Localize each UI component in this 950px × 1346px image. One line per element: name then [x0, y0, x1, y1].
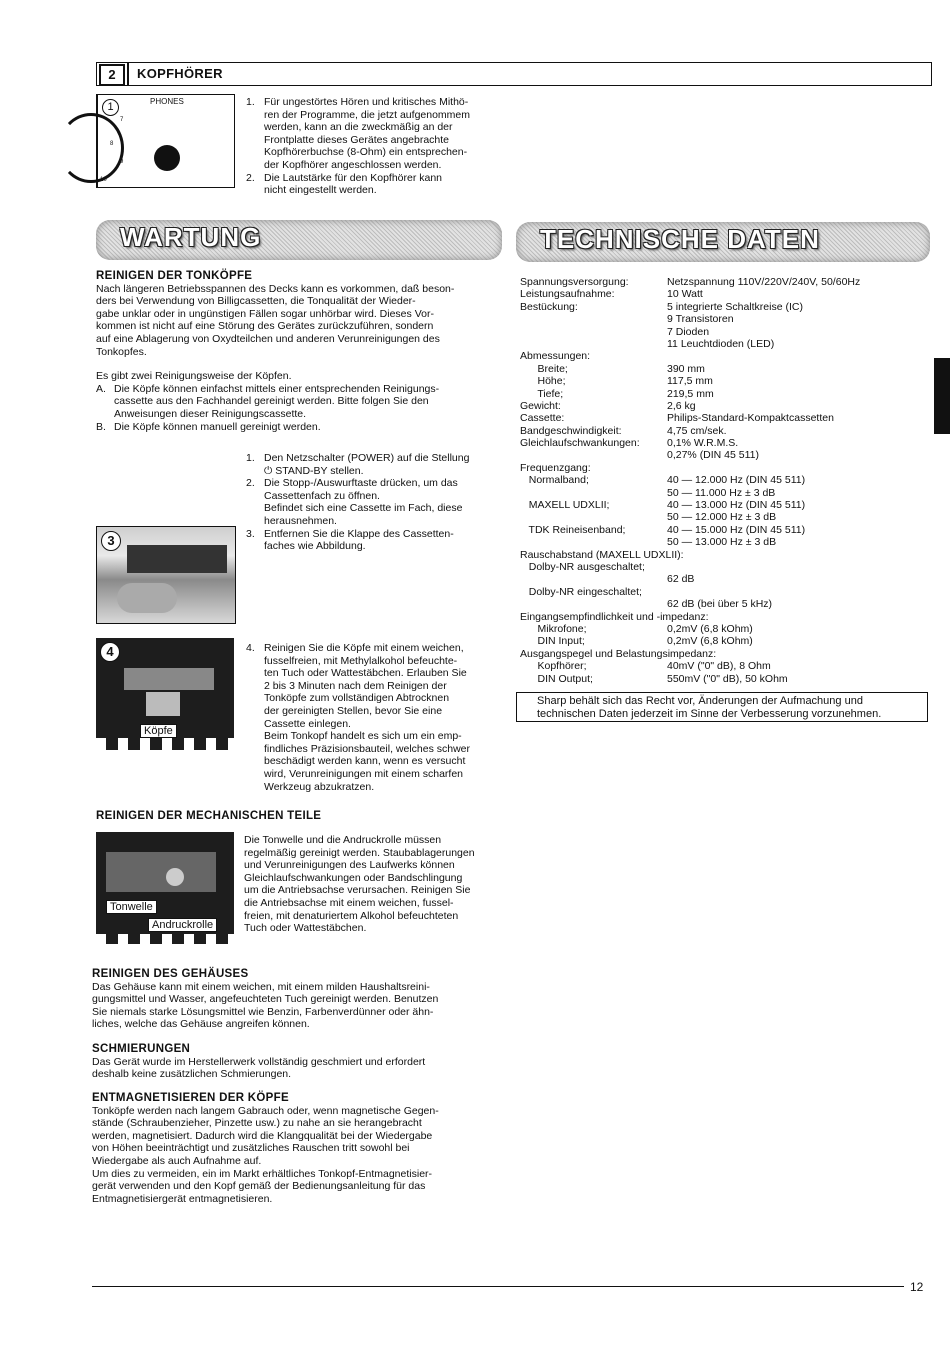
- spec-value: Netzspannung 110V/220V/240V, 50/60Hz: [667, 276, 861, 288]
- text-line: Werkzeug abzukratzen.: [264, 780, 375, 793]
- spec-value: 40 — 13.000 Hz (DIN 45 511): [667, 499, 806, 512]
- technische-daten-title: TECHNISCHE DATEN: [540, 224, 820, 254]
- text-line: findliches Präzisionsbauteil, welches schwer: [264, 742, 471, 755]
- wartung-banner: [96, 220, 502, 260]
- spec-value: 50 — 11.000 Hz ± 3 dB: [667, 486, 776, 499]
- spec-row: [520, 388, 920, 400]
- spec-key: Kopfhörer;: [520, 660, 587, 673]
- text-line: nicht eingestellt werden.: [264, 184, 377, 197]
- spec-key: Gewicht:: [520, 399, 561, 412]
- spec-value: 117,5 mm: [667, 375, 713, 388]
- text-line: Die Köpfe können manuell gereinigt werden.: [114, 420, 321, 433]
- item-number: 1.: [246, 96, 255, 108]
- film-strip: [96, 738, 234, 750]
- spec-key: Normalband;: [520, 474, 589, 487]
- item-number: A.: [96, 382, 106, 395]
- spec-row: [520, 326, 920, 338]
- spec-value: Philips-Standard-Kompaktcassetten: [667, 412, 834, 425]
- spec-key: DIN Output;: [520, 672, 593, 685]
- spec-value: 5 integrierte Schaltkreise (IC): [667, 300, 803, 313]
- spec-value: 40 — 12.000 Hz (DIN 45 511): [667, 474, 806, 487]
- item-number: 3.: [246, 527, 255, 540]
- text-line: Das Gerät wurde im Herstellerwerk vollständig geschmiert und erfordert: [92, 1055, 426, 1068]
- text-line: wird, Verunreinigungen mit einem scharfen: [264, 767, 464, 780]
- text-line: Tonköpfe werden nach langem Gabrauch oder, wenn magnetische Gegen-: [92, 1104, 439, 1117]
- spec-key: Ausgangspegel und Belastungsimpedanz:: [520, 647, 717, 660]
- spec-row: [520, 363, 920, 375]
- technische-daten-banner: [516, 222, 930, 262]
- text-line: Um dies zu vermeiden, ein im Markt erhältliches Tonkopf-Entmagnetisier-: [92, 1167, 433, 1180]
- text-line: gabe unklar oder in ungünstigen Fällen sogar unhörbar wird. Dieses Vor-: [96, 307, 434, 320]
- film-strip: [96, 934, 234, 944]
- text-line: Entfernen Sie die Klappe des Cassetten-: [264, 527, 454, 540]
- spec-value: 62 dB: [667, 573, 695, 586]
- entmagnet-heading: ENTMAGNETISIEREN DER KÖPFE: [92, 1092, 289, 1104]
- spec-row: [520, 673, 920, 685]
- phones-jack-icon: [154, 145, 180, 171]
- spec-value: 40mV ("0" dB), 8 Ohm: [667, 660, 771, 673]
- steps-list: [246, 452, 508, 553]
- wartung-title: WARTUNG: [120, 222, 262, 252]
- spec-row: [520, 573, 920, 585]
- spec-key: DIN Input;: [520, 635, 585, 648]
- dial-mark-7: 7: [120, 117, 124, 123]
- spec-row: [520, 425, 920, 437]
- text-line: werden, magnetisiert. Dadurch wird die Klangqualität bei der Wiedergabe: [92, 1129, 433, 1142]
- spec-value: 62 dB (bei über 5 kHz): [667, 598, 773, 611]
- footer-rule: [92, 1286, 904, 1287]
- spec-row: [520, 648, 920, 660]
- dial-mark-9: 9: [120, 159, 124, 165]
- item-number: 4.: [246, 642, 255, 654]
- text-line: Cassette einlegen.: [264, 717, 351, 730]
- spec-row: [520, 400, 920, 412]
- text-line: ⏻ STAND-BY stellen.: [264, 464, 364, 477]
- spec-value: 9 Transistoren: [667, 313, 734, 326]
- text-line: stände (Schraubenzieher, Pinzette usw.) zu nahe an sie herangebracht: [92, 1117, 422, 1130]
- spec-value: 4,75 cm/sek.: [667, 424, 727, 437]
- step-4-item: [246, 642, 508, 793]
- spec-value: 0,1% W.R.M.S.: [667, 437, 739, 450]
- kopfhoerer-item-1: [246, 96, 508, 172]
- text-line: Wiedergabe als auch Aufnahme auf.: [92, 1154, 262, 1167]
- schmierungen-heading: SCHMIERUNGEN: [92, 1043, 191, 1055]
- spec-value: 11 Leuchtdioden (LED): [667, 337, 775, 350]
- item-number: 2.: [246, 171, 255, 184]
- spec-key: Spannungsversorgung:: [520, 276, 629, 288]
- spec-row: [520, 301, 920, 313]
- spec-row: [520, 499, 920, 511]
- section-number: 2: [99, 64, 125, 86]
- text-line: und Verunreinigungen des Laufwerks können: [244, 859, 455, 872]
- step-4: [246, 642, 508, 793]
- spec-row: [520, 536, 920, 548]
- mechanisch-heading: REINIGEN DER MECHANISCHEN TEILE: [96, 810, 322, 822]
- spec-key: MAXELL UDXLII;: [520, 499, 610, 512]
- text-line: werden, kann an die zweckmäßig an der: [264, 121, 453, 134]
- head-assembly-shape: [124, 668, 214, 690]
- spec-key: Bandgeschwindigkeit:: [520, 424, 622, 437]
- text-line: Kopfhörerbuchse (8-Ohm) ein entsprechen-: [264, 146, 468, 159]
- text-line: um die Antriebsachse verursachen. Reinigen Sie: [244, 884, 471, 897]
- spec-value: 2,6 kg: [667, 399, 696, 412]
- text-line: Den Netzschalter (POWER) auf die Stellung: [264, 452, 470, 464]
- option-a: [96, 383, 506, 421]
- capstan-shape: [166, 868, 184, 886]
- text-line: faches wie Abbildung.: [264, 540, 366, 553]
- text-line: herausnehmen.: [264, 514, 337, 527]
- mechanism-shape: [106, 852, 216, 892]
- text-line: fusselfreien, mit Methylalkohol befeuchte-: [264, 654, 458, 667]
- spec-row: [520, 487, 920, 499]
- spec-key: Frequenzgang:: [520, 461, 591, 474]
- section-title: KOPFHÖRER: [137, 66, 223, 81]
- phones-label: PHONES: [150, 97, 184, 106]
- entmagnet-section: [92, 1092, 506, 1205]
- text-line: gungsmittel und Wasser, angefeuchteten Tuch gereinigt werden. Benutzen: [92, 993, 439, 1006]
- text-line: Beim Tonkopf handelt es sich um ein emp-: [264, 730, 462, 743]
- spec-value: 50 — 13.000 Hz ± 3 dB: [667, 536, 777, 549]
- phones-circle-number: 1: [102, 99, 119, 116]
- text-line: Cassettenfach zu öffnen.: [264, 489, 380, 502]
- spec-value: 50 — 12.000 Hz ± 3 dB: [667, 511, 777, 524]
- text-line: kommen ist nicht auf eine Störung des Gerätes zurückzuführen, sondern: [96, 320, 434, 333]
- spec-value: 550mV ("0" dB), 50 kOhm: [667, 672, 788, 685]
- section-divider: [127, 62, 129, 86]
- head-shape: [146, 692, 180, 716]
- text-line: beschädigt werden kann, wenn es versucht: [264, 755, 466, 768]
- text-line: Anweisungen dieser Reinigungscassette.: [114, 407, 307, 420]
- spec-row: [520, 288, 920, 300]
- text-line: regelmäßig gereinigt werden. Staubablagerungen: [244, 846, 475, 859]
- dial-mark-10: 10: [100, 177, 107, 183]
- text-line: der gereinigten Stellen, bevor Sie eine: [264, 704, 443, 717]
- text-line: von Höhen beeinträchtigt und zusätzliches Rauschen tritt sowohl bei: [92, 1142, 410, 1155]
- item-number: B.: [96, 420, 106, 433]
- spec-key: Abmessungen:: [520, 350, 591, 363]
- kopfhoerer-item-2: [246, 172, 508, 197]
- kopfhoerer-list: [246, 96, 508, 197]
- spec-row: [520, 598, 920, 610]
- text-line: deshalb keine zusätzlichen Schmierungen.: [92, 1068, 292, 1081]
- spec-key: Tiefe;: [520, 387, 564, 400]
- gehaeuse-heading: REINIGEN DES GEHÄUSES: [92, 968, 249, 980]
- spec-row: [520, 586, 920, 598]
- text-line: ders bei Verwendung von Billigcassetten, die Tonqualität der Wieder-: [96, 295, 416, 308]
- text-line: Befindet sich eine Cassette im Fach, diese: [264, 502, 463, 515]
- specs-table: [520, 276, 920, 685]
- photo-cassette-door: [96, 526, 236, 624]
- photo-number-4: 4: [100, 642, 120, 662]
- spec-row: [520, 313, 920, 325]
- spec-key: TDK Reineisenband;: [520, 523, 626, 536]
- spec-row: [520, 474, 920, 486]
- volume-dial: [58, 113, 124, 183]
- option-b: [96, 421, 506, 434]
- text-line: liches, welche das Gehäuse angreifen können.: [92, 1018, 310, 1031]
- reinigen-tonkoepfe-section: [96, 270, 506, 433]
- spec-row: [520, 437, 920, 449]
- spec-row: [520, 611, 920, 623]
- text-line: technischen Daten jederzeit im Sinne der Verbesserung vorzunehmen.: [537, 707, 882, 720]
- heads-label: Köpfe: [140, 724, 177, 738]
- text-line: ten Tuch oder Wattestäbchen. Erlauben Sie: [264, 667, 467, 680]
- step-1: [246, 452, 508, 477]
- text-line: Reinigen Sie die Köpfe mit einem weichen,: [264, 642, 464, 654]
- reinigen-tonkoepfe-heading: REINIGEN DER TONKÖPFE: [96, 270, 253, 282]
- spec-value: 390 mm: [667, 362, 705, 375]
- spec-key: Eingangsempfindlichkeit und -impedanz:: [520, 610, 709, 623]
- text-line: cassette aus den Fachhandel gereinigt werden. Bitte folgen Sie den: [114, 395, 429, 408]
- spec-key: Leistungsaufnahme:: [520, 288, 615, 301]
- text-line: Sharp behält sich das Recht vor, Änderungen der Aufmachung und: [537, 695, 863, 707]
- photo-number-3: 3: [101, 531, 121, 551]
- spec-key: Gleichlaufschwankungen:: [520, 437, 640, 450]
- step-2: [246, 477, 508, 527]
- text-line: Tonkopfes.: [96, 345, 147, 358]
- spec-key: Breite;: [520, 362, 568, 375]
- spec-value: 0,2mV (6,8 kOhm): [667, 622, 753, 635]
- photo-heads: [96, 638, 234, 750]
- text-line: der Kopfhörer angeschlossen werden.: [264, 158, 442, 171]
- spec-key: Bestückung:: [520, 300, 578, 313]
- spec-row: [520, 549, 920, 561]
- spec-row: [520, 350, 920, 362]
- text-line: 2 bis 3 Minuten nach dem Reinigen der: [264, 679, 447, 692]
- text-line: Sie niemals starke Lösungsmittel wie Benzin, Farbenverdünner oder ähn-: [92, 1005, 434, 1018]
- text-line: Es gibt zwei Reinigungsweise der Köpfen.: [96, 370, 292, 383]
- item-number: 1.: [246, 452, 255, 464]
- text-line: Gleichlaufschwankungen oder Bandschlingung: [244, 871, 463, 884]
- text-line: auf eine Ablagerung von Oxydteilchen und anderen Verunreinigungen des: [96, 332, 440, 345]
- spec-value: 0,27% (DIN 45 511): [667, 449, 760, 462]
- spec-value: 7 Dioden: [667, 325, 710, 338]
- spec-row: [520, 524, 920, 536]
- spec-row: [520, 623, 920, 635]
- spec-row: [520, 561, 920, 573]
- spec-key: Dolby-NR ausgeschaltet;: [520, 560, 645, 573]
- tonwelle-label: Tonwelle: [106, 900, 157, 914]
- spec-row: [520, 449, 920, 461]
- spec-row: [520, 462, 920, 474]
- text-line: Tuch oder Wattestäbchen.: [244, 922, 367, 935]
- text-line: Die Lautstärke für den Kopfhörer kann: [264, 171, 443, 184]
- photo-mechanics: [96, 832, 234, 944]
- spec-key: Mikrofone;: [520, 622, 587, 635]
- mechanisch-text: [244, 834, 508, 935]
- text-line: gerät verwenden und den Kopf gemäß der Bedienungsanleitung für das: [92, 1180, 426, 1193]
- spec-key: Rauschabstand (MAXELL UDXLII):: [520, 548, 684, 561]
- disclaimer-box: [516, 692, 928, 722]
- spec-value: 10 Watt: [667, 288, 703, 301]
- text-line: Die Köpfe können einfachst mittels einer entsprechenden Reinigungs-: [114, 382, 440, 395]
- text-line: die Antriebsachse mit einem weichen, fussel-: [244, 896, 454, 909]
- spec-row: [520, 375, 920, 387]
- phones-figure: [96, 94, 235, 188]
- text-line: freien, mit denaturiertem Alkohol befeuchteten: [244, 909, 459, 922]
- side-tab: [934, 358, 950, 434]
- spec-value: 40 — 15.000 Hz (DIN 45 511): [667, 523, 806, 536]
- andruckrolle-label: Andruckrolle: [148, 918, 217, 932]
- text-line: Nach längeren Betriebsspannen des Decks kann es vorkommen, daß beson-: [96, 282, 455, 295]
- hand-shape: [117, 583, 177, 613]
- page-number: 12: [910, 1280, 924, 1294]
- text-line: Frontplatte dieses Gerätes angebrachte: [264, 133, 450, 146]
- spec-key: Cassette:: [520, 412, 565, 425]
- spec-row: [520, 412, 920, 424]
- step-3: [246, 528, 508, 553]
- cassette-door-shape: [127, 545, 227, 573]
- spec-key: Dolby-NR eingeschaltet;: [520, 585, 642, 598]
- dial-mark-8: 8: [110, 141, 114, 147]
- spec-key: Höhe;: [520, 375, 566, 388]
- schmierungen-section: [92, 1043, 506, 1081]
- text-line: Das Gehäuse kann mit einem weichen, mit einem milden Haushaltsreini-: [92, 980, 430, 993]
- spec-row: [520, 338, 920, 350]
- text-line: Die Tonwelle und die Andruckrolle müssen: [244, 834, 442, 846]
- gehaeuse-section: [92, 968, 506, 1031]
- text-line: Die Stopp-/Auswurftaste drücken, um das: [264, 477, 458, 490]
- item-number: 2.: [246, 477, 255, 490]
- text-line: ren der Programme, die jetzt aufgenommem: [264, 108, 471, 121]
- spec-row: [520, 660, 920, 672]
- spec-row: [520, 511, 920, 523]
- text-line: Entmagnetisiergerät entmagnetisieren.: [92, 1192, 273, 1205]
- spec-value: 219,5 mm: [667, 387, 714, 400]
- spec-row: [520, 276, 920, 288]
- text-line: Tonköpfe zum vollständigen Abtrocknen: [264, 692, 450, 705]
- text-line: Für ungestörtes Hören und kritisches Mithö-: [264, 96, 469, 108]
- spec-row: [520, 635, 920, 647]
- spec-value: 0,2mV (6,8 kOhm): [667, 635, 753, 648]
